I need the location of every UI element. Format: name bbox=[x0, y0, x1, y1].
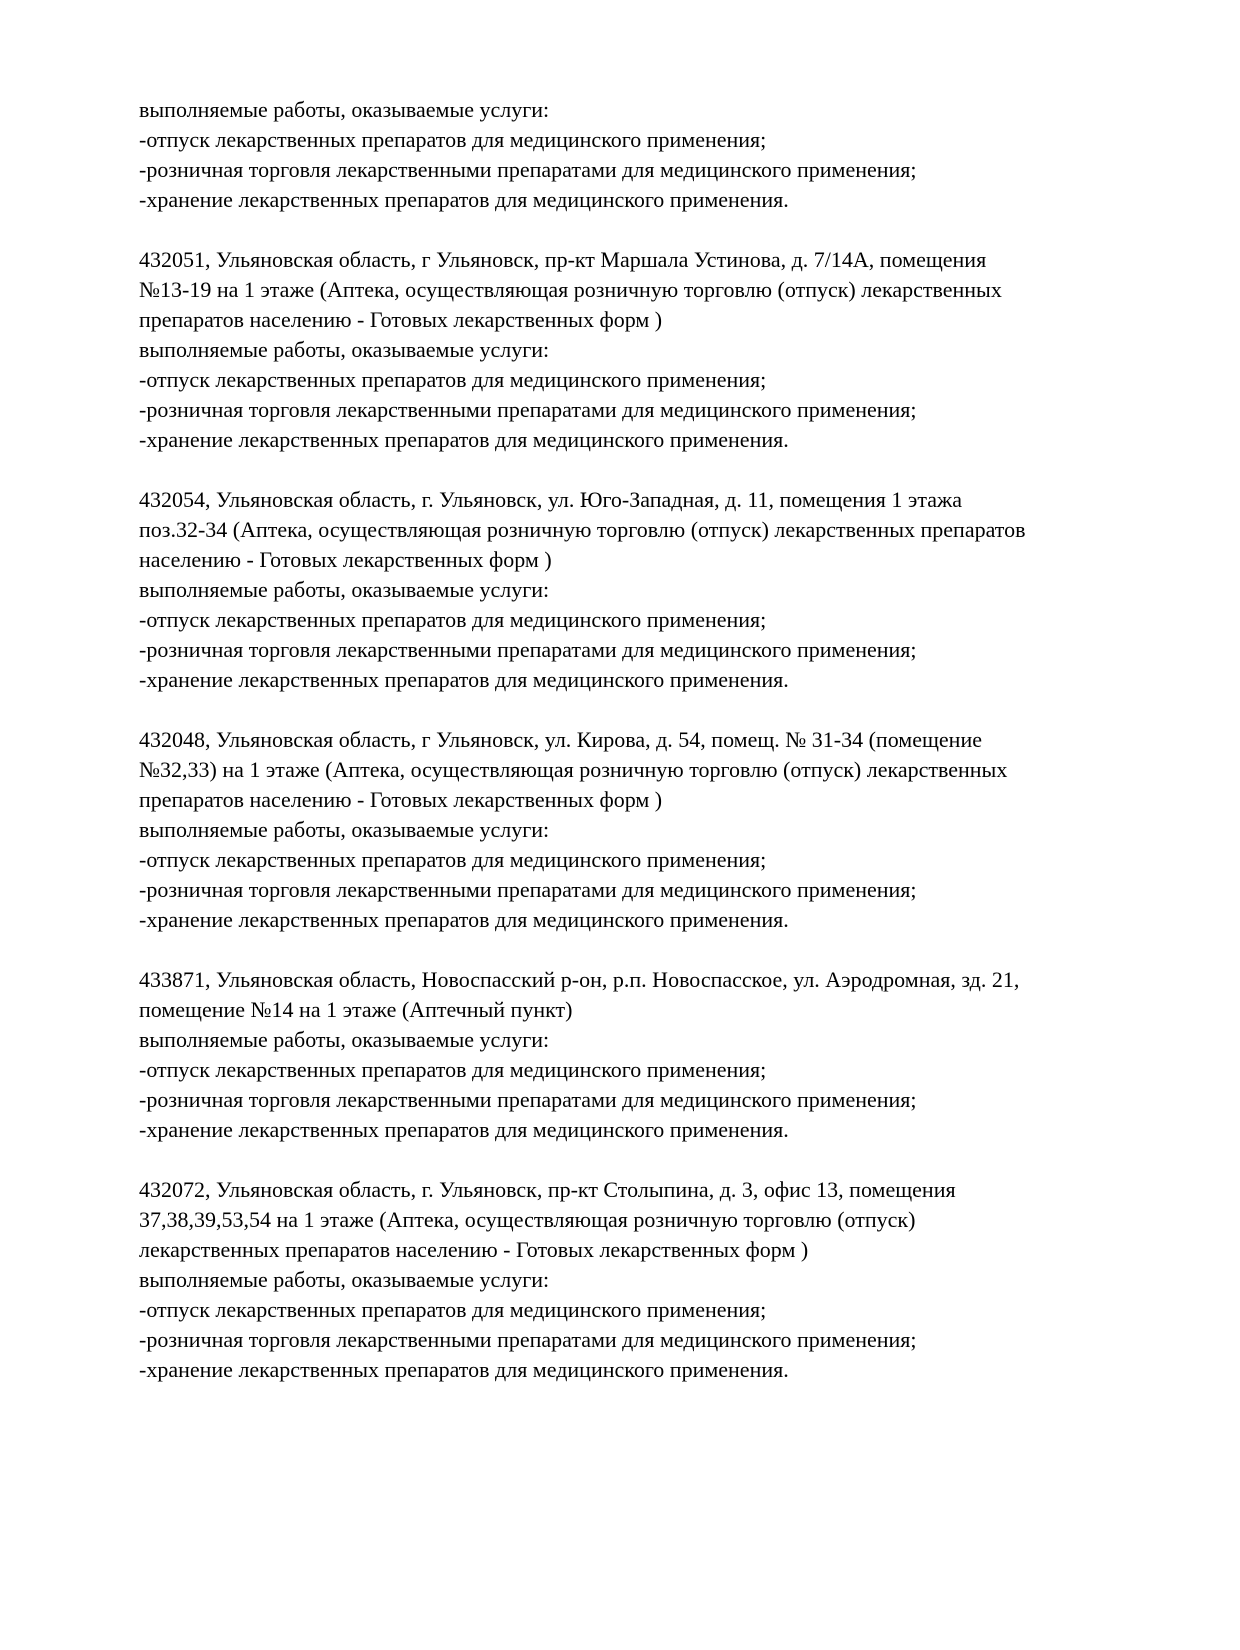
service-line: -отпуск лекарственных препаратов для медицинского применения; bbox=[139, 1057, 767, 1082]
address-line: №13-19 на 1 этаже (Аптека, осуществляющая розничную торговлю (отпуск) лекарственных bbox=[139, 277, 1002, 302]
address-line: 432051, Ульяновская область, г Ульяновск, пр-кт Маршала Устинова, д. 7/14А, помещения bbox=[139, 247, 987, 272]
services-header: выполняемые работы, оказываемые услуги: bbox=[139, 97, 550, 122]
address-line: 432072, Ульяновская область, г. Ульяновск, пр-кт Столыпина, д. 3, офис 13, помещения bbox=[139, 1177, 956, 1202]
service-line: -отпуск лекарственных препаратов для медицинского применения; bbox=[139, 607, 767, 632]
service-line: -отпуск лекарственных препаратов для медицинского применения; bbox=[139, 847, 767, 872]
address-line: помещение №14 на 1 этаже (Аптечный пункт) bbox=[139, 997, 573, 1022]
services-header: выполняемые работы, оказываемые услуги: bbox=[139, 337, 550, 362]
services-header: выполняемые работы, оказываемые услуги: bbox=[139, 1267, 550, 1292]
services-header: выполняемые работы, оказываемые услуги: bbox=[139, 1027, 550, 1052]
service-line: -розничная торговля лекарственными препаратами для медицинского применения; bbox=[139, 1087, 917, 1112]
service-line: -хранение лекарственных препаратов для медицинского применения. bbox=[139, 1117, 789, 1142]
service-line: -хранение лекарственных препаратов для медицинского применения. bbox=[139, 907, 789, 932]
service-line: -хранение лекарственных препаратов для медицинского применения. bbox=[139, 667, 789, 692]
license-entry bbox=[139, 1175, 1200, 1385]
license-entry bbox=[139, 95, 1200, 215]
services-header: выполняемые работы, оказываемые услуги: bbox=[139, 577, 550, 602]
address-line: 37,38,39,53,54 на 1 этаже (Аптека, осуществляющая розничную торговлю (отпуск) bbox=[139, 1207, 916, 1232]
license-entry bbox=[139, 725, 1200, 935]
service-line: -розничная торговля лекарственными препаратами для медицинского применения; bbox=[139, 637, 917, 662]
service-line: -розничная торговля лекарственными препаратами для медицинского применения; bbox=[139, 397, 917, 422]
service-line: -отпуск лекарственных препаратов для медицинского применения; bbox=[139, 127, 767, 152]
address-line: 433871, Ульяновская область, Новоспасский р-он, р.п. Новоспасское, ул. Аэродромная, зд. 21, bbox=[139, 967, 1020, 992]
address-line: №32,33) на 1 этаже (Аптека, осуществляющая розничную торговлю (отпуск) лекарственных bbox=[139, 757, 1008, 782]
license-entry bbox=[139, 485, 1200, 695]
address-line: препаратов населению - Готовых лекарственных форм ) bbox=[139, 787, 663, 812]
entries-container bbox=[139, 95, 1200, 1385]
service-line: -хранение лекарственных препаратов для медицинского применения. bbox=[139, 1357, 789, 1382]
address-line: препаратов населению - Готовых лекарственных форм ) bbox=[139, 307, 663, 332]
service-line: -хранение лекарственных препаратов для медицинского применения. bbox=[139, 427, 789, 452]
service-line: -отпуск лекарственных препаратов для медицинского применения; bbox=[139, 367, 767, 392]
service-line: -отпуск лекарственных препаратов для медицинского применения; bbox=[139, 1297, 767, 1322]
license-entry bbox=[139, 245, 1200, 455]
service-line: -розничная торговля лекарственными препаратами для медицинского применения; bbox=[139, 877, 917, 902]
address-line: лекарственных препаратов населению - Готовых лекарственных форм ) bbox=[139, 1237, 809, 1262]
service-line: -хранение лекарственных препаратов для медицинского применения. bbox=[139, 187, 789, 212]
address-line: 432048, Ульяновская область, г Ульяновск, ул. Кирова, д. 54, помещ. № 31-34 (помещение bbox=[139, 727, 982, 752]
service-line: -розничная торговля лекарственными препаратами для медицинского применения; bbox=[139, 1327, 917, 1352]
services-header: выполняемые работы, оказываемые услуги: bbox=[139, 817, 550, 842]
address-line: 432054, Ульяновская область, г. Ульяновск, ул. Юго-Западная, д. 11, помещения 1 этажа bbox=[139, 487, 962, 512]
address-line: поз.32-34 (Аптека, осуществляющая розничную торговлю (отпуск) лекарственных препаратов bbox=[139, 517, 1026, 542]
address-line: населению - Готовых лекарственных форм ) bbox=[139, 547, 552, 572]
service-line: -розничная торговля лекарственными препаратами для медицинского применения; bbox=[139, 157, 917, 182]
license-entry bbox=[139, 965, 1200, 1145]
